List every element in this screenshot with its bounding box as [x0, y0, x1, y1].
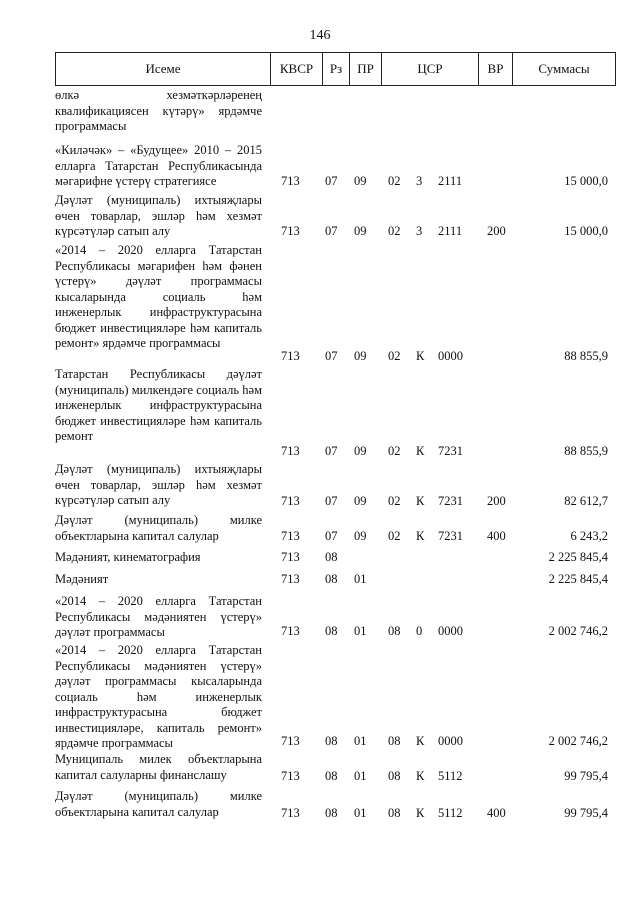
cell-kvsr: 713 — [281, 624, 300, 638]
table-row — [55, 513, 616, 544]
cell-rz: 07 — [325, 494, 338, 508]
cell-kvsr: 713 — [281, 769, 300, 783]
cell-name: Мәдәният — [55, 572, 109, 586]
cell-csr-subprogram: К — [416, 349, 425, 363]
cell-sum: 2 002 746,2 — [548, 734, 608, 748]
table-row — [55, 462, 616, 509]
cell-pr: 09 — [354, 224, 367, 238]
cell-pr: 09 — [354, 529, 367, 543]
table-row — [55, 594, 616, 641]
cell-kvsr: 713 — [281, 806, 300, 820]
cell-kvsr: 713 — [281, 494, 300, 508]
cell-sum: 88 855,9 — [564, 349, 608, 363]
cell-csr-program: 02 — [388, 494, 401, 508]
cell-vr: 400 — [487, 806, 506, 820]
table-row — [55, 193, 616, 240]
cell-rz: 08 — [325, 572, 338, 586]
cell-rz: 07 — [325, 349, 338, 363]
cell-pr: 01 — [354, 734, 367, 748]
page-number: 146 — [309, 28, 331, 43]
cell-rz: 07 — [325, 224, 338, 238]
cell-csr-direction: 7231 — [438, 529, 463, 543]
cell-sum: 2 225 845,4 — [548, 572, 608, 586]
cell-pr: 09 — [354, 494, 367, 508]
header-sum: Суммасы — [512, 53, 615, 85]
header-kvsr: КВСР — [270, 53, 322, 85]
cell-csr-subprogram: К — [416, 494, 425, 508]
cell-rz: 08 — [325, 806, 338, 820]
table-row — [55, 789, 616, 820]
table-row — [55, 752, 616, 783]
table-row — [55, 572, 616, 588]
cell-csr-direction: 0000 — [438, 624, 463, 638]
cell-name: өлкә хезмәткәрләренең квалификациясен күтәрү» ярдәмче программасы — [55, 88, 262, 133]
cell-rz: 08 — [325, 769, 338, 783]
cell-csr-direction: 2111 — [438, 224, 463, 238]
cell-name: «Киләчәк» – «Будущее» 2010 – 2015 елларга Татарстан Республикасында мәгарифне үстерү стратегиясе — [55, 143, 262, 188]
cell-rz: 07 — [325, 444, 338, 458]
cell-csr-subprogram: К — [416, 734, 425, 748]
cell-kvsr: 713 — [281, 349, 300, 363]
cell-pr: 01 — [354, 806, 367, 820]
cell-csr-direction: 5112 — [438, 769, 463, 783]
cell-name: Дәүләт (муниципаль) милке объектларына капитал салулар — [55, 789, 262, 819]
cell-sum: 2 002 746,2 — [548, 624, 608, 638]
table-header — [55, 52, 616, 86]
cell-csr-direction: 7231 — [438, 444, 463, 458]
cell-pr: 01 — [354, 624, 367, 638]
cell-csr-program: 08 — [388, 806, 401, 820]
table-row — [55, 243, 616, 367]
cell-sum: 99 795,4 — [564, 806, 608, 820]
cell-rz: 08 — [325, 734, 338, 748]
cell-vr: 400 — [487, 529, 506, 543]
table-row — [55, 367, 616, 460]
header-vr: ВР — [478, 53, 512, 85]
header-name: Исеме — [145, 61, 181, 76]
cell-csr-subprogram: К — [416, 769, 425, 783]
cell-name: Мәдәният, кинематография — [55, 550, 201, 564]
cell-csr-direction: 5112 — [438, 806, 463, 820]
cell-csr-subprogram: К — [416, 529, 425, 543]
cell-csr-program: 08 — [388, 734, 401, 748]
cell-sum: 88 855,9 — [564, 444, 608, 458]
cell-rz: 07 — [325, 174, 338, 188]
cell-csr-program: 02 — [388, 444, 401, 458]
cell-kvsr: 713 — [281, 572, 300, 586]
cell-pr: 01 — [354, 769, 367, 783]
cell-rz: 08 — [325, 550, 338, 564]
cell-name: «2014 – 2020 елларга Татарстан Республикасы мәгарифен һәм фәнен үстерү» дәүләт программасы кысаларында социаль һәм инженерлык инфраструктурасына бюджет инвестицияләре һәм капиталь ремонт» ярдәмче программасы — [55, 243, 262, 350]
header-csr: ЦСР — [381, 53, 478, 85]
cell-kvsr: 713 — [281, 224, 300, 238]
header-rz: Рз — [322, 53, 349, 85]
cell-name: «2014 – 2020 елларга Татарстан Республикасы мәдәниятен үстерү» дәүләт программасы кысаларында социаль һәм инженерлык инфраструктурасына бюджет инвестицияләре, капиталь ремонт» ярдәмче программасы — [55, 643, 262, 750]
cell-csr-direction: 7231 — [438, 494, 463, 508]
table-row — [55, 88, 616, 135]
cell-csr-subprogram: К — [416, 806, 425, 820]
cell-kvsr: 713 — [281, 444, 300, 458]
cell-csr-program: 02 — [388, 529, 401, 543]
cell-name: Муниципаль милек объектларына капитал салуларны финанслашу — [55, 752, 262, 782]
cell-sum: 15 000,0 — [564, 224, 608, 238]
cell-pr: 01 — [354, 572, 367, 586]
table-row — [55, 550, 616, 566]
cell-pr: 09 — [354, 349, 367, 363]
cell-csr-direction: 2111 — [438, 174, 463, 188]
cell-csr-direction: 0000 — [438, 349, 463, 363]
cell-sum: 6 243,2 — [570, 529, 608, 543]
cell-csr-subprogram: 0 — [416, 624, 423, 638]
cell-name: Дәүләт (муниципаль) милке объектларына капитал салулар — [55, 513, 262, 543]
cell-rz: 07 — [325, 529, 338, 543]
cell-csr-program: 02 — [388, 174, 401, 188]
cell-csr-program: 08 — [388, 624, 401, 638]
cell-csr-subprogram: 3 — [416, 174, 423, 188]
cell-name: «2014 – 2020 елларга Татарстан Республикасы мәдәниятен үстерү» дәүләт программасы — [55, 594, 262, 639]
cell-kvsr: 713 — [281, 174, 300, 188]
cell-csr-subprogram: К — [416, 444, 425, 458]
cell-pr: 09 — [354, 444, 367, 458]
table-row — [55, 143, 616, 190]
cell-csr-program: 02 — [388, 224, 401, 238]
cell-sum: 99 795,4 — [564, 769, 608, 783]
cell-csr-direction: 0000 — [438, 734, 463, 748]
table-row — [55, 643, 616, 752]
budget-table — [55, 52, 616, 86]
cell-vr: 200 — [487, 224, 506, 238]
cell-name: Дәүләт (муниципаль) ихтыяҗлары өчен товарлар, эшләр һәм хезмәт күрсәтүләр сатып алу — [55, 193, 262, 238]
cell-kvsr: 713 — [281, 529, 300, 543]
cell-rz: 08 — [325, 624, 338, 638]
cell-name: Дәүләт (муниципаль) ихтыяҗлары өчен товарлар, эшләр һәм хезмәт күрсәтүләр сатып алу — [55, 462, 262, 507]
cell-sum: 82 612,7 — [564, 494, 608, 508]
cell-sum: 2 225 845,4 — [548, 550, 608, 564]
header-pr: ПР — [349, 53, 381, 85]
cell-kvsr: 713 — [281, 550, 300, 564]
cell-kvsr: 713 — [281, 734, 300, 748]
cell-csr-program: 08 — [388, 769, 401, 783]
cell-name: Татарстан Республикасы дәүләт (муниципаль) милкендәге социаль һәм инженерлык инфраструктурасына бюджет инвестицияләре һәм капиталь ремонт — [55, 367, 262, 443]
cell-vr: 200 — [487, 494, 506, 508]
cell-csr-program: 02 — [388, 349, 401, 363]
cell-pr: 09 — [354, 174, 367, 188]
cell-csr-subprogram: 3 — [416, 224, 423, 238]
cell-sum: 15 000,0 — [564, 174, 608, 188]
